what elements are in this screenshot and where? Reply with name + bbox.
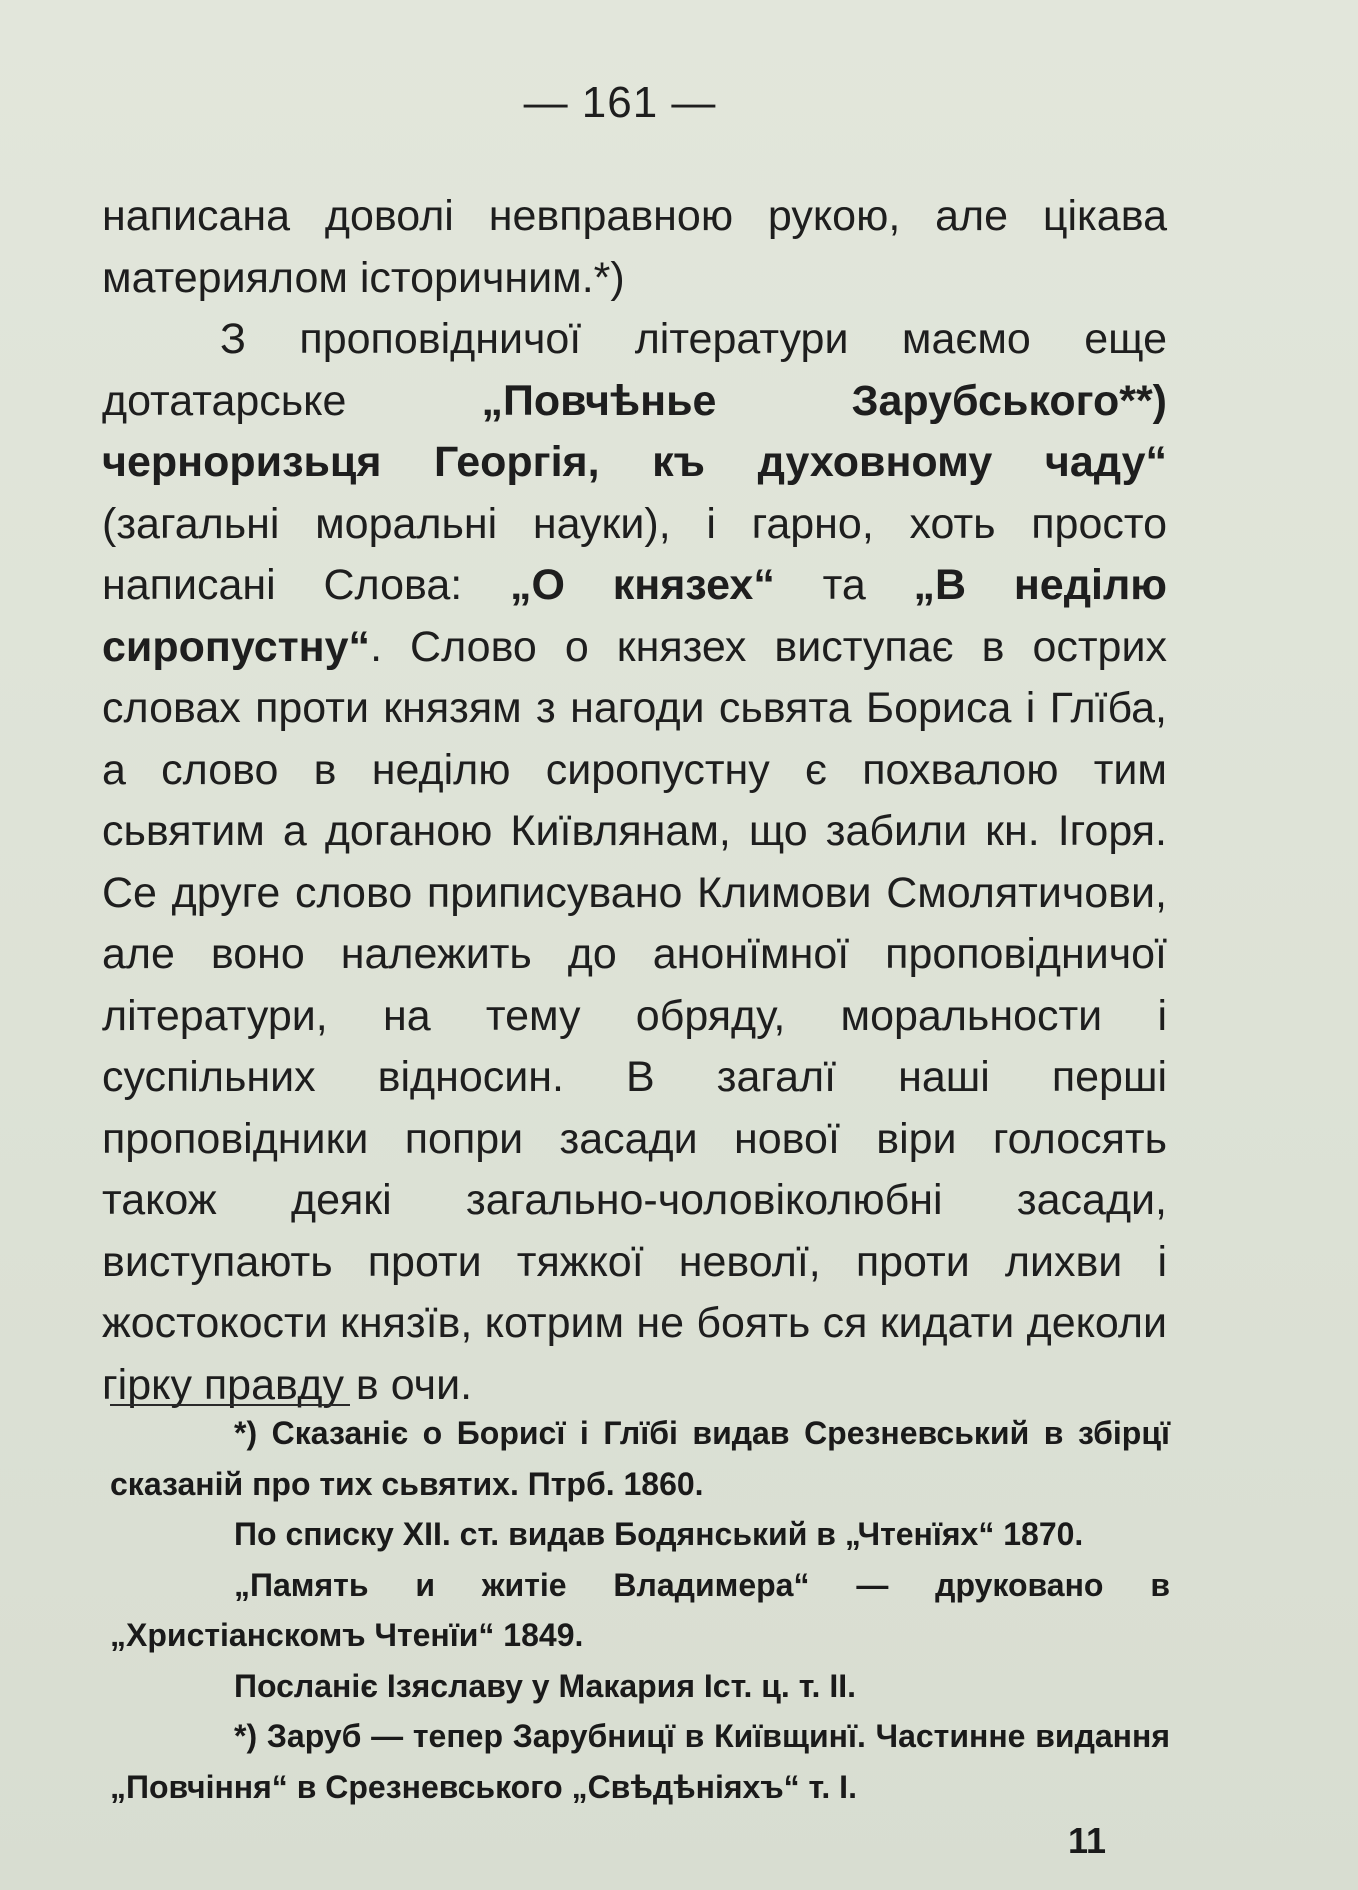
title-povchenie: „Повчѣнье Зарубського**) черноризьця Георгія, къ духовному чаду“ bbox=[102, 376, 1167, 486]
footnote-2: По списку XII. ст. видав Бодянський в „Чтенїях“ 1870. bbox=[234, 1516, 1084, 1552]
text-mid-2: та bbox=[774, 561, 914, 609]
signature-mark: 11 bbox=[1068, 1820, 1107, 1861]
text-mid-1: (загальні моральні науки), і гарно, хоть просто написані Слова: bbox=[102, 499, 1167, 609]
paragraph-sermons bbox=[102, 309, 1167, 1416]
footnote-separator bbox=[110, 1404, 350, 1406]
footnote-5: *) Заруб — тепер Зарубницї в Київщинї. Частинне видання „Повчіння“ в Срезневського „Свѣдѣніяхъ“ т. І. bbox=[110, 1718, 1170, 1805]
title-v-nedilu: „В неділю сиропустну“ bbox=[102, 561, 1167, 671]
title-o-kniazekh: „О князех“ bbox=[509, 561, 775, 609]
paragraph-continuation: написана доволі невправною рукою, але цікава материялом історичним.*) bbox=[102, 192, 1167, 302]
page-number: — 161 — bbox=[523, 78, 717, 127]
main-text bbox=[102, 186, 1167, 1416]
footnote-1: *) Сказаніє о Борисї і Глїбі видав Срезневський в збірцї сказаній про тих сьвятих. Птрб. 1860. bbox=[110, 1415, 1170, 1502]
footnote-4: Посланіє Ізяславу у Макария Іст. ц. т. II. bbox=[234, 1667, 856, 1704]
footnotes bbox=[110, 1408, 1170, 1812]
text-intro: З проповідничої літератури маємо еще дотатарське bbox=[102, 315, 1167, 425]
footnote-3: „Память и житіе Владимера“ — друковано в „Христіанскомъ Чтенїи“ 1849. bbox=[110, 1566, 1170, 1653]
text-rest: . Слово о князех виступає в острих словах проти князям з нагоди сьвята Бориса і Глїба, а слово в неділю сиропустну є похвалою тим сьвятим а доганою Київлянам, що забили кн. Ігоря. Се друге слово приписувано Климови Смолятичови, але воно належить до анонїмної проповідничої літератури, на тему обряду, моральности і суспільних відносин. В загалї наші перші проповідники попри засади нової віри голосять також деякі загально-чоловіколюбні засади, виступають проти тяжкої неволї, проти лихви і жостокости князїв, котрим не боять ся кидати деколи гірку правду в очи. bbox=[102, 622, 1167, 1409]
